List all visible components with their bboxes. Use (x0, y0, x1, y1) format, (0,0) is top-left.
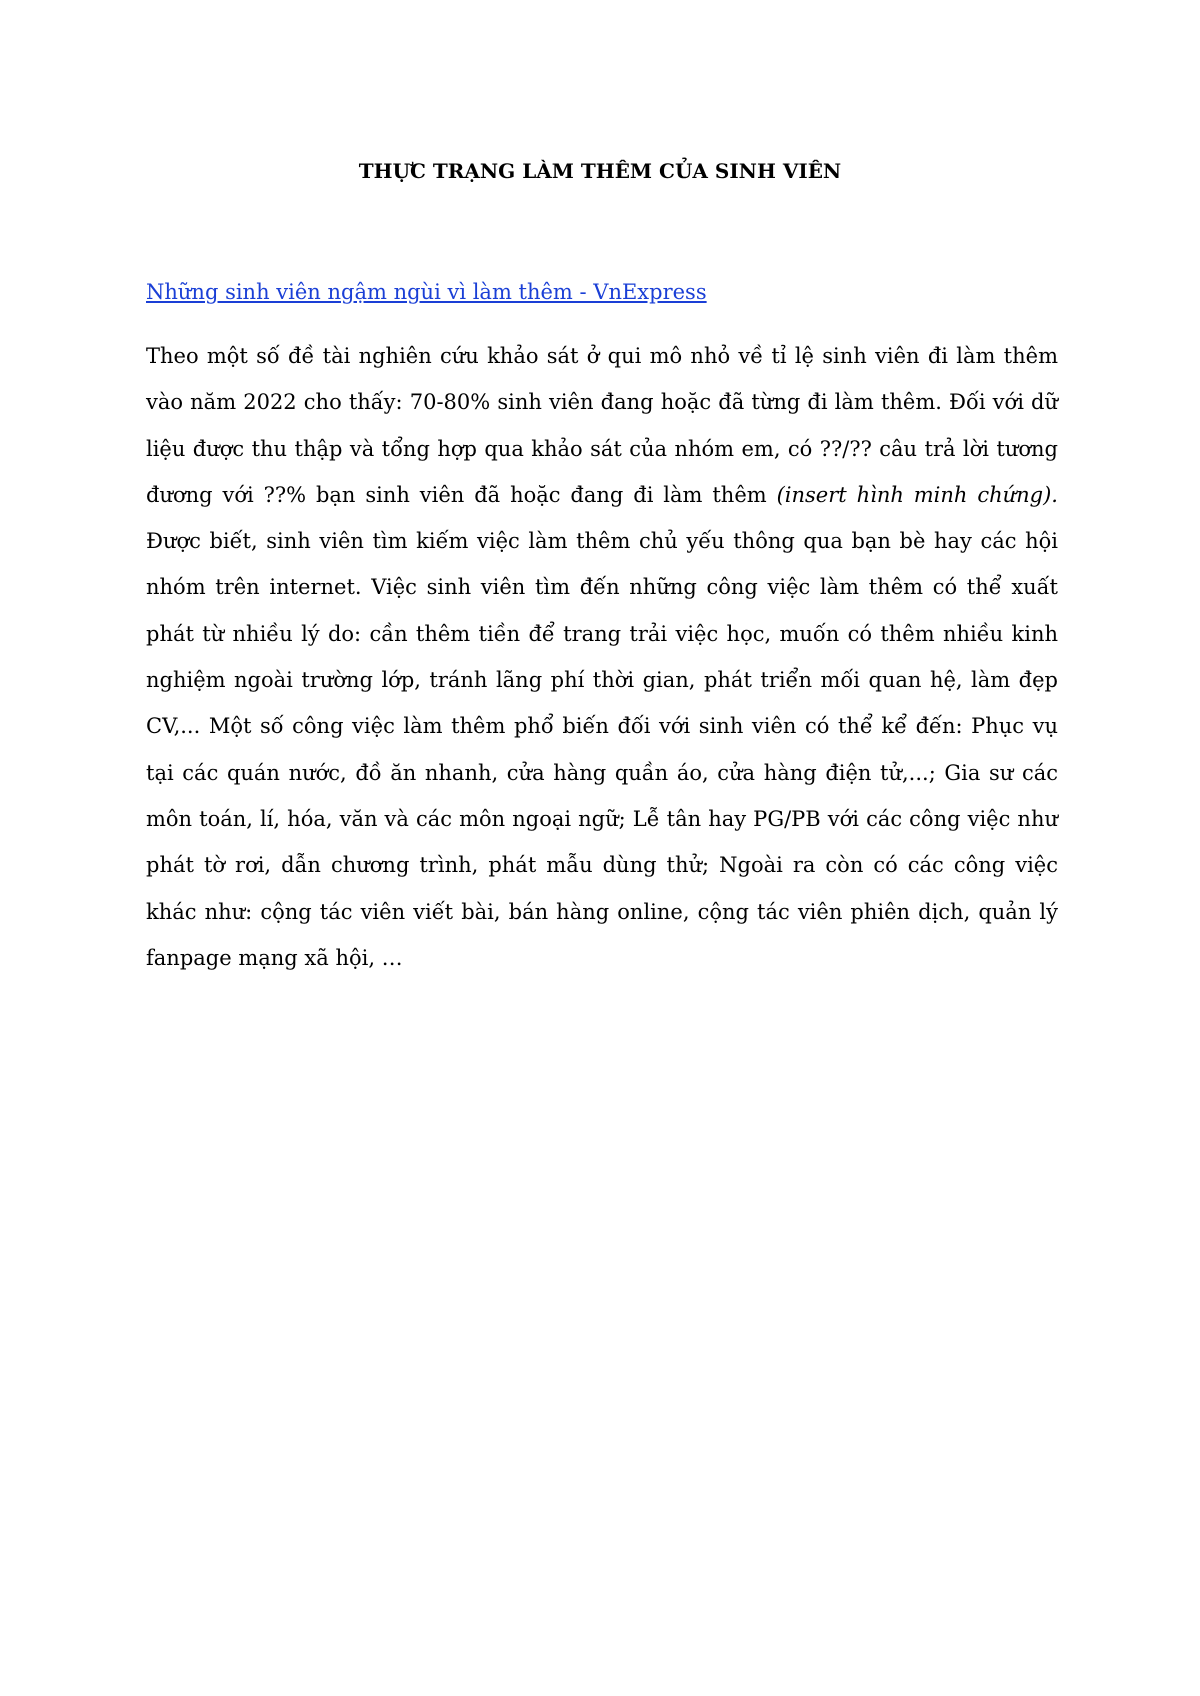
paragraph-part-1: Theo một số đề tài nghiên cứu khảo sát ở qui mô nhỏ về tỉ lệ sinh viên đi làm thêm vào năm 2022 cho thấy: 70-80% sinh viên đang hoặc đã từng đi làm thêm. Đối với dữ liệu được thu thập và tổng hợp qua khảo sát của nhóm em, có ??/?? câu trả lời tương đương với ??% bạn sinh viên đã hoặc đang đi làm thêm (146, 344, 1058, 507)
italic-note: (insert hình minh chứng). (776, 482, 1058, 507)
paragraph-part-2: Được biết, sinh viên tìm kiếm việc làm thêm chủ yếu thông qua bạn bè hay các hội nhóm trên internet. Việc sinh viên tìm đến những công việc làm thêm có thể xuất phát từ nhiều lý do: cần thêm tiền để trang trải việc học, muốn có thêm nhiều kinh nghiệm ngoài trường lớp, tránh lãng phí thời gian, phát triển mối quan hệ, làm đẹp CV,... Một số công việc làm thêm phổ biến đối với sinh viên có thể kể đến: Phục vụ tại các quán nước, đồ ăn nhanh, cửa hàng quần áo, cửa hàng điện tử,...; Gia sư các môn toán, lí, hóa, văn và các môn ngoại ngữ; Lễ tân hay PG/PB với các công việc như phát tờ rơi, dẫn chương trình, phát mẫu dùng thử; Ngoài ra còn có các công việc khác như: cộng tác viên viết bài, bán hàng online, cộng tác viên phiên dịch, quản lý fanpage mạng xã hội, … (146, 529, 1058, 970)
body-paragraph (146, 333, 1058, 981)
document-title: THỰC TRẠNG LÀM THÊM CỦA SINH VIÊN (358, 159, 842, 183)
vnexpress-article-link[interactable]: Những sinh viên ngậm ngùi vì làm thêm - VnExpress (146, 280, 707, 304)
